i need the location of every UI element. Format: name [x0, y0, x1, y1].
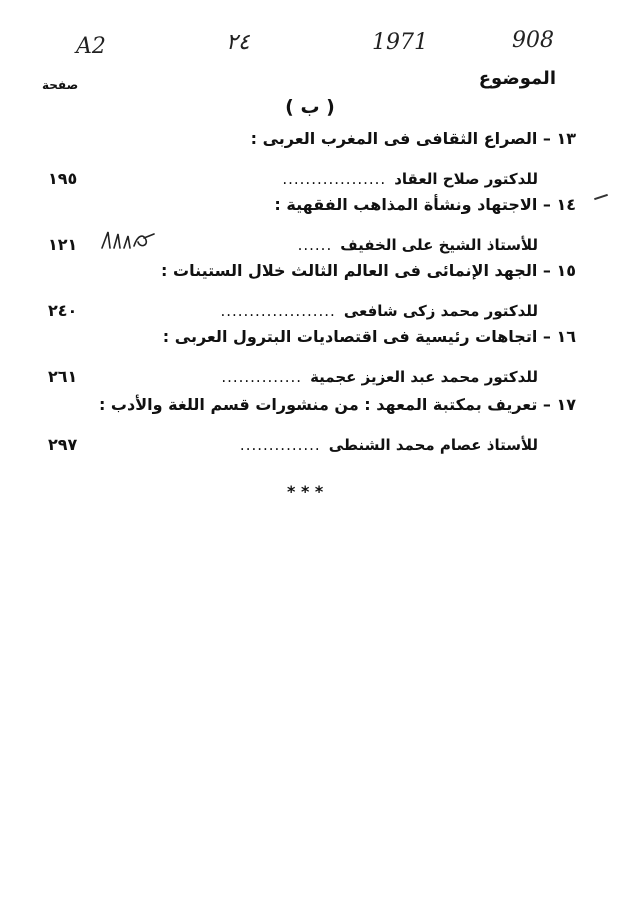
leader-dots: ..............	[221, 368, 303, 386]
handwritten-issue: ٢٤	[226, 30, 250, 55]
entry-title: ١٧ – تعريف بمكتبة المعهد : من منشورات قسم اللغة والأدب :	[98, 395, 576, 414]
closing-ornament: * * *	[287, 482, 324, 501]
leader-dots: ......	[297, 236, 333, 254]
entry-author: للدكتور محمد زكى شافعى	[343, 302, 538, 320]
leader-dots: ..............	[239, 436, 321, 454]
entry-author-row	[48, 298, 576, 324]
toc-entry	[48, 324, 576, 390]
entry-page-number: ٢٩٧	[48, 435, 78, 454]
handwritten-number: 908	[512, 28, 554, 53]
entry-author: للدكتور صلاح العقاد	[394, 170, 538, 188]
entry-title: ١٣ – الصراع الثقافى فى المغرب العربى :	[250, 129, 576, 148]
entry-page-number: ١٩٥	[48, 169, 78, 188]
leader-dots: ....................	[220, 302, 336, 320]
entry-author: للأستاذ عصام محمد الشنطى	[328, 436, 538, 454]
entry-title: ١٤ – الاجتهاد ونشأة المذاهب الفقهية :	[274, 195, 576, 214]
subject-header: الموضوع	[478, 68, 556, 89]
page-header: صفحة	[42, 78, 79, 92]
toc-entry	[48, 392, 576, 458]
toc-entry	[48, 258, 576, 324]
entry-author-row	[48, 364, 576, 390]
entry-page-number: ١٢١	[48, 235, 78, 254]
entry-page-number: ٢٤٠	[48, 301, 78, 320]
entry-author-row	[48, 166, 576, 192]
leader-dots: ..................	[282, 170, 387, 188]
margin-mark	[594, 194, 608, 200]
handwritten-year: 1971	[372, 30, 428, 55]
entry-author-row	[48, 432, 576, 458]
entry-title: ١٥ – الجهد الإنمائى فى العالم الثالث خلال الستينات :	[161, 261, 576, 280]
handwritten-scribble	[100, 228, 156, 254]
handwritten-code: A2	[76, 34, 106, 59]
section-heading: ( ب )	[285, 96, 335, 118]
toc-entry	[48, 126, 576, 192]
entry-title: ١٦ – اتجاهات رئيسية فى اقتصاديات البترول العربى :	[162, 327, 576, 346]
entry-author: للدكتور محمد عبد العزيز عجمية	[310, 368, 538, 386]
entry-author: للأستاذ الشيخ على الخفيف	[340, 236, 538, 254]
entry-page-number: ٢٦١	[48, 367, 78, 386]
